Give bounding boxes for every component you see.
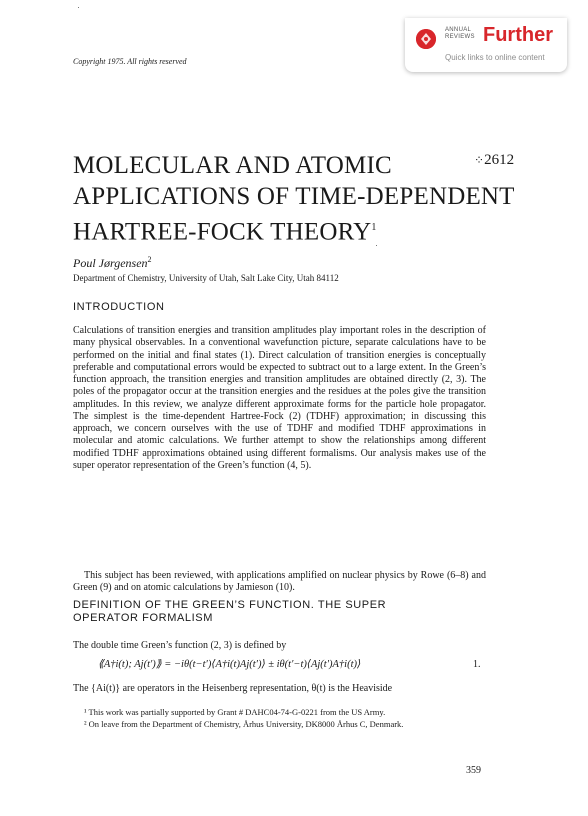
annual-reviews-logo-icon (416, 29, 436, 49)
document-number: ⁘2612 (474, 152, 515, 168)
scan-speck (78, 7, 79, 8)
footnote: ¹ This work was partially supported by Grant # DAHC04-74-G-0221 from the US Army. (84, 707, 386, 717)
title-line: MOLECULAR AND ATOMIC (73, 152, 392, 179)
further-subtitle: Quick links to online content (445, 53, 545, 62)
body-paragraph: The double time Green’s function (2, 3) is defined by (73, 640, 287, 651)
author-footnote-mark: 2 (147, 255, 152, 264)
section-heading-introduction: INTRODUCTION (73, 301, 165, 313)
body-paragraph: This subject has been reviewed, with applications amplified on nuclear physics by Rowe (6–8) and Green (9) and on atomic calculations by Jamieson (10). (73, 570, 486, 594)
equation-number: 1. (473, 659, 481, 670)
further-banner[interactable] (405, 18, 567, 72)
section-heading-definition: DEFINITION OF THE GREEN’S FUNCTION. THE SUPER (73, 599, 387, 611)
asterism-icon: ⁘ (474, 153, 485, 167)
section-heading-definition-cont: OPERATOR FORMALISM (73, 612, 213, 624)
annual-reviews-label: ANNUAL REVIEWS (445, 27, 475, 40)
title-line: APPLICATIONS OF TIME-DEPENDENT (73, 183, 515, 210)
copyright-notice: Copyright 1975. All rights reserved (73, 57, 187, 66)
equation-green-function: ⟪A†i(t); Aj(t′)⟫ = −iθ(t−t′)⟨A†i(t)Aj(t′)⟩ ± iθ(t′−t)⟨Aj(t′)A†i(t)⟩ (98, 659, 362, 670)
footnote: ² On leave from the Department of Chemistry, Århus University, DK8000 Århus C, Denmark. (84, 719, 404, 729)
body-paragraph: Calculations of transition energies and transition amplitudes play important roles in the description of many physical observables. In a conventional wavefunction picture, separate calculations have to be performed on the initial and final states (1). Direct calculation of transition energies is conceptually preferable and computational errors would be expected to subtract out to a large extent. In the Green’s function approach, the transition energies and transition amplitudes are obtained directly (2, 3). The poles of the propagator occur at the transition energies and the residues at the poles give the transition amplitudes. In this review, we analyze different approximate forms for the particle hole propagator. The simplest is the time-dependent Hartree-Fock (2) (TDHF) approximation; in discussing this approach, we concern ourselves with the use of TDHF and modified TDHF approximations in molecular and atomic calculations. We further attempt to show the relationships among different modified TDHF approximations obtained using different formalisms. Our analysis makes use of the super operator representation of the Green’s function (4, 5). (73, 325, 486, 471)
further-wordmark: Further (483, 24, 553, 46)
author-affiliation: Department of Chemistry, University of Utah, Salt Lake City, Utah 84112 (73, 273, 339, 283)
body-paragraph: The {Ai(t)} are operators in the Heisenberg representation, θ(t) is the Heaviside (73, 683, 393, 694)
title-footnote-mark: 1 (371, 222, 377, 233)
page-number: 359 (466, 765, 481, 776)
article-title (73, 150, 515, 247)
author-name: Poul Jørgensen$^2$ (73, 255, 152, 270)
title-line: HARTREE-FOCK THEORY$^1$ (73, 218, 377, 246)
